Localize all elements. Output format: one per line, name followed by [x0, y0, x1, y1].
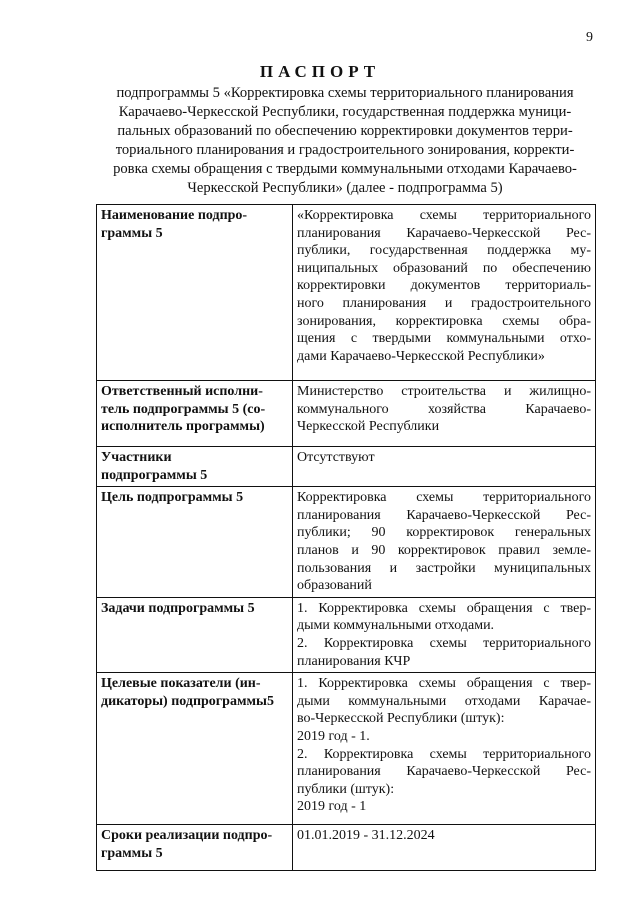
row-label	[97, 825, 293, 871]
value-line: Отсутствуют	[297, 450, 375, 465]
row-value	[293, 597, 596, 672]
row-label	[97, 205, 293, 381]
value-line: 1. Корректировка схемы обращения с твер-	[297, 676, 591, 692]
value-line: Черкесской Республики	[297, 419, 440, 435]
value-line: планов и 90 корректировок правил земле-	[297, 542, 591, 558]
page-title: ПАСПОРТ	[259, 62, 381, 81]
label-line: тель подпрограммы 5 (со-	[101, 401, 266, 417]
value-line: корректировки документов территориаль-	[297, 278, 591, 294]
label-line: Наименование подпро-	[101, 208, 248, 223]
value-line: дыми коммунальными отходами.	[297, 618, 495, 634]
row-label	[97, 447, 293, 487]
label-line: исполнитель программы)	[101, 419, 265, 435]
row-label	[97, 487, 293, 598]
value-line: образований	[297, 578, 372, 594]
table-row	[97, 825, 596, 871]
value-line: 2019 год - 1	[297, 799, 367, 815]
value-line: 01.01.2019 - 31.12.2024	[297, 828, 435, 844]
table-row	[97, 487, 596, 598]
subtitle-line: ториального планирования и градостроительного зонирования, корректи-	[115, 142, 575, 158]
label-line: граммы 5	[101, 845, 163, 861]
value-line: ного планирования и градостроительного	[297, 295, 591, 311]
value-line: «Корректировка схемы территориального	[297, 208, 591, 223]
row-value	[293, 487, 596, 598]
subtitle	[100, 84, 590, 198]
value-line: щения с твердыми коммунальными отхо-	[297, 331, 591, 347]
row-value	[293, 205, 596, 381]
subtitle-line: подпрограммы 5 «Корректировка схемы территориального планирования	[116, 85, 574, 101]
row-value	[293, 447, 596, 487]
subtitle-line: Карачаево-Черкесской Республики, государственная поддержка муници-	[118, 104, 572, 120]
row-value	[293, 825, 596, 871]
label-line: Участники	[101, 450, 172, 465]
value-line: зонирования, корректировка схемы обра-	[297, 313, 591, 329]
value-line: во-Черкесской Республики (штук):	[297, 711, 505, 727]
label-line: граммы 5	[101, 225, 163, 241]
value-line: ниципальных образований по обеспечению	[297, 260, 591, 276]
label-line: Цель подпрограммы 5	[101, 490, 244, 506]
row-label	[97, 597, 293, 672]
label-line: Сроки реализации подпро-	[101, 828, 273, 844]
value-line: 2. Корректировка схемы территориального	[297, 746, 591, 762]
table-row	[97, 205, 596, 381]
value-line: пользования и застройки муниципальных	[297, 560, 591, 576]
row-value	[293, 673, 596, 825]
passport-table	[96, 204, 596, 871]
page-number: 9	[586, 30, 593, 45]
row-value	[293, 381, 596, 447]
value-line: дыми коммунальными отходами Карачае-	[297, 693, 591, 709]
value-line: планирования КЧР	[297, 653, 411, 669]
value-line: планирования Карачаево-Черкесской Рес-	[297, 225, 591, 241]
subtitle-line: пальных образований по обеспечению корректировки документов терри-	[117, 123, 573, 139]
value-line: планирования Карачаево-Черкесской Рес-	[297, 507, 591, 523]
subtitle-line: ровка схемы обращения с твердыми коммунальными отходами Карачаево-	[113, 161, 577, 177]
value-line: коммунального хозяйства Карачаево-	[297, 401, 591, 417]
value-line: публики (штук):	[297, 781, 395, 797]
value-line: публики, государственная поддержка му-	[297, 243, 591, 259]
subtitle-line: Черкесской Республики» (далее - подпрограмма 5)	[187, 180, 503, 196]
label-line: Задачи подпрограммы 5	[101, 600, 255, 616]
value-line: планирования Карачаево-Черкесской Рес-	[297, 764, 591, 780]
row-label	[97, 381, 293, 447]
table-row	[97, 673, 596, 825]
label-line: Ответственный исполни-	[101, 384, 263, 399]
label-line: дикаторы) подпрограммы5	[101, 693, 274, 709]
table-row	[97, 597, 596, 672]
value-line: 2. Корректировка схемы территориального	[297, 635, 591, 651]
value-line: дами Карачаево-Черкесской Республики»	[297, 348, 545, 364]
row-label	[97, 673, 293, 825]
table-row	[97, 447, 596, 487]
table-row	[97, 381, 596, 447]
value-line: 2019 год - 1.	[297, 728, 370, 744]
value-line: 1. Корректировка схемы обращения с твер-	[297, 600, 591, 616]
label-line: подпрограммы 5	[101, 467, 208, 483]
label-line: Целевые показатели (ин-	[101, 676, 261, 692]
value-line: Министерство строительства и жилищно-	[297, 384, 591, 399]
value-line: Корректировка схемы территориального	[297, 490, 591, 506]
value-line: публики; 90 корректировок генеральных	[297, 525, 591, 541]
